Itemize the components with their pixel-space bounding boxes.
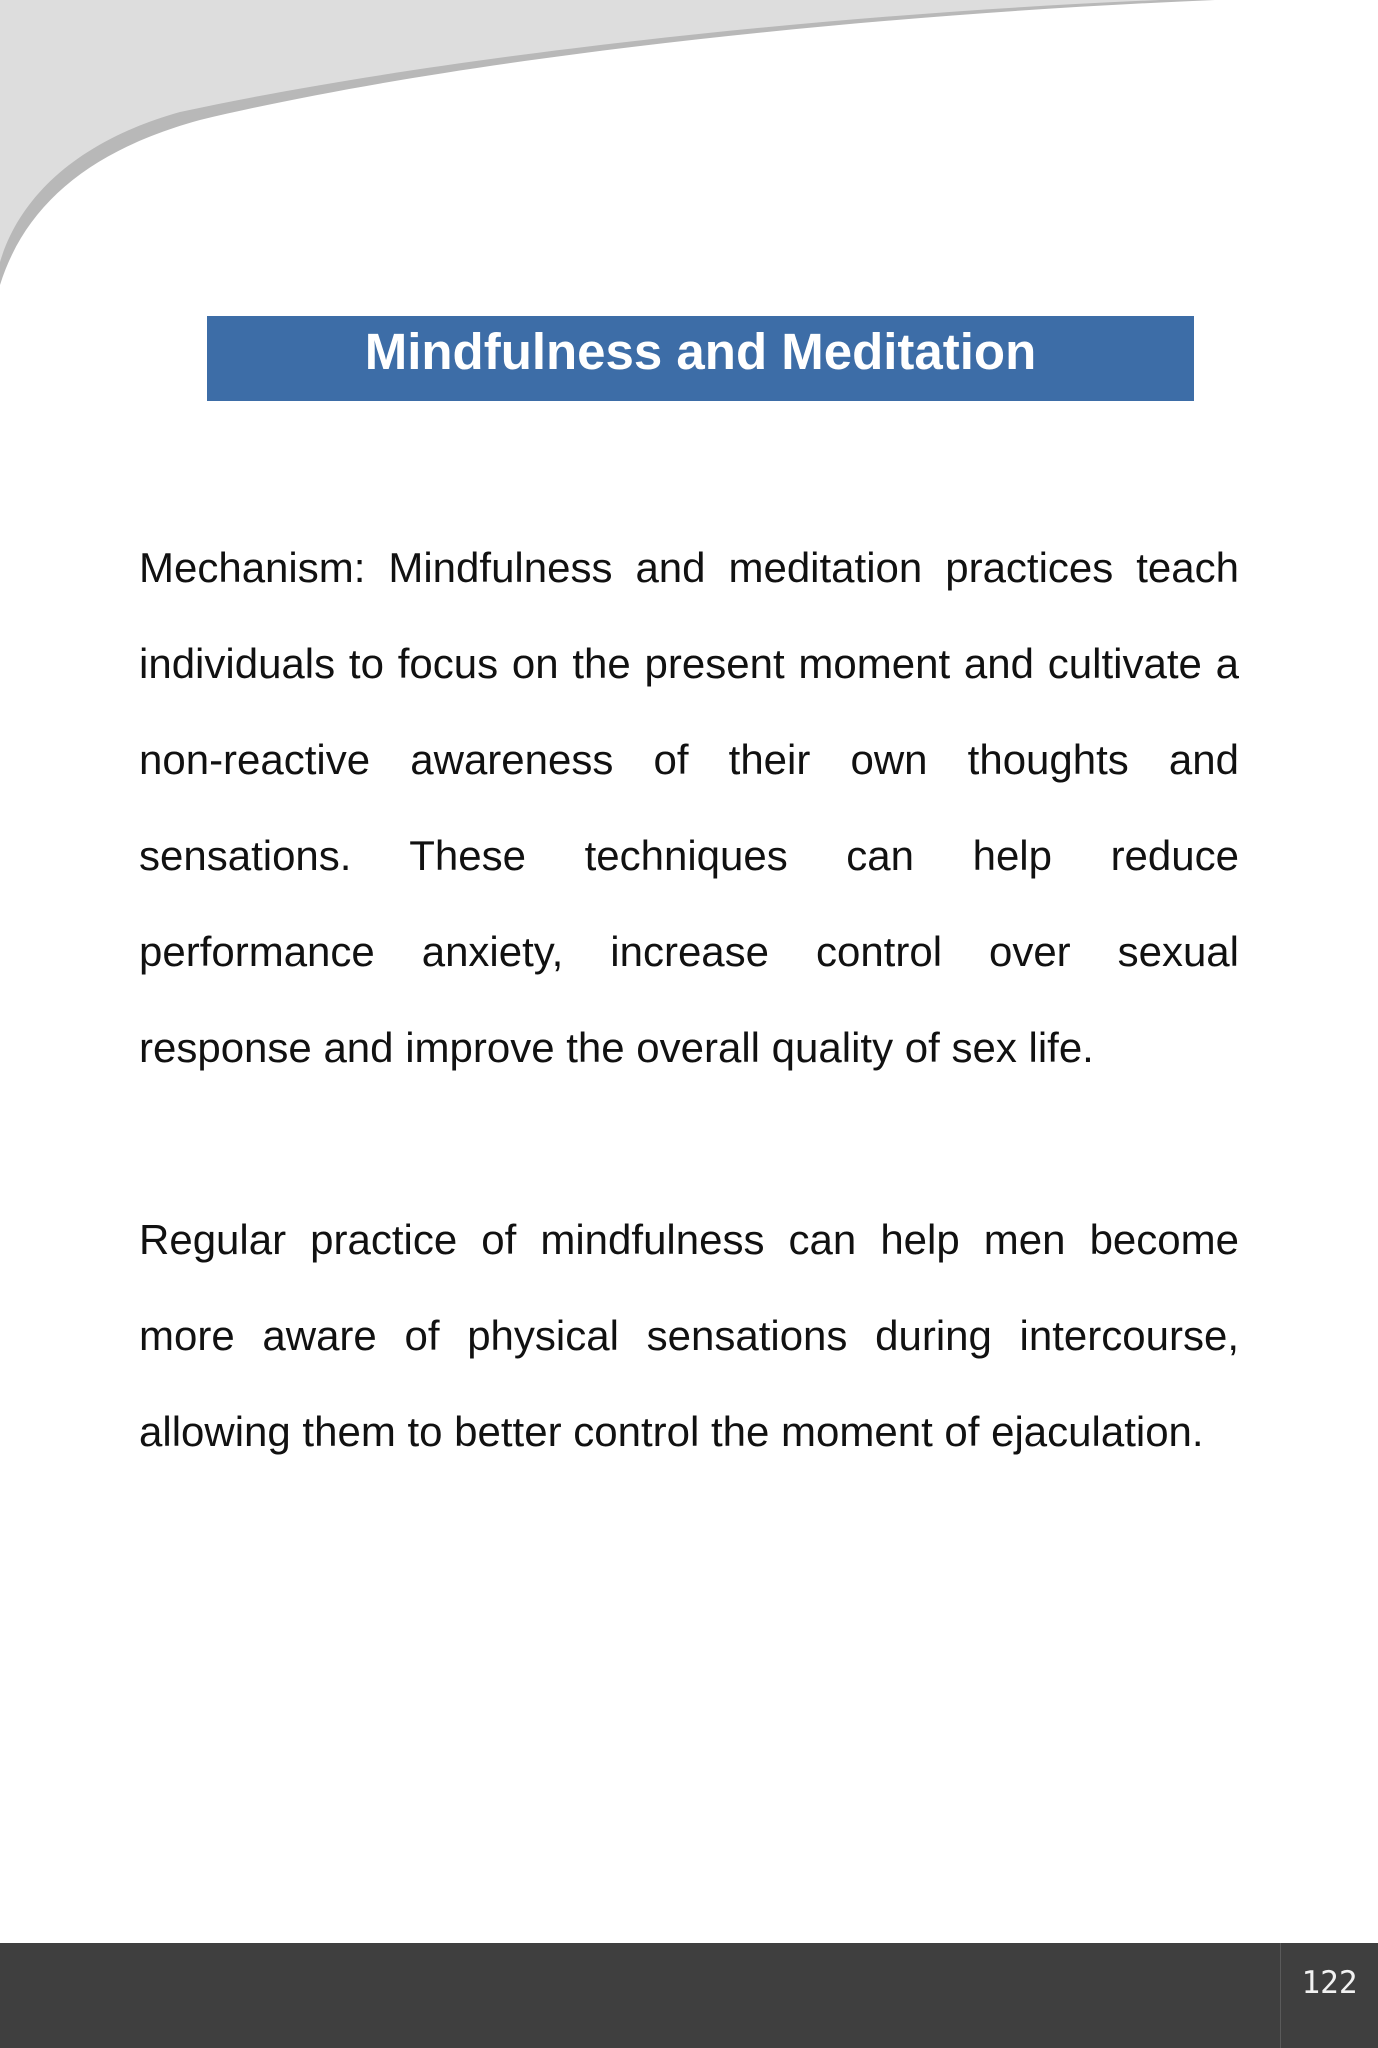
page-title-banner: Mindfulness and Meditation [207,316,1194,401]
paragraph-regular-practice: Regular practice of mindfulness can help men become more aware of physical sensations during intercourse, allowing them to better control the moment of ejaculation. [139,1216,1239,1455]
page-number: 122 [1280,1943,1378,2048]
footer-bar [0,1943,1378,2048]
paragraph-mechanism: Mechanism: Mindfulness and meditation practices teach individuals to focus on the present moment and cultivate a non-reactive awareness of their own thoughts and sensations. These techniques can help reduce performance anxiety, increase control over sexual response and improve the overall quality of sex life. [139,544,1239,1071]
body-text [139,520,1239,1480]
decorative-header-swoosh [0,0,1378,300]
